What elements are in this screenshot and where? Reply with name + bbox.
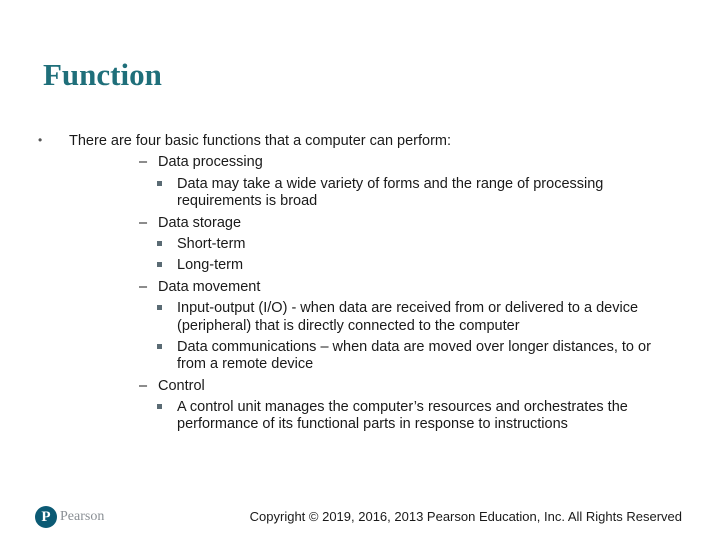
sub-point-label: Data storage — [158, 214, 242, 231]
slide-content — [0, 133, 720, 438]
copyright-text: Copyright © 2019, 2016, 2013 Pearson Education, Inc. All Rights Reserved — [249, 509, 682, 524]
slide-title: Function — [43, 57, 162, 92]
pearson-logo-icon: P — [35, 506, 57, 528]
sub-point-label: Data processing — [158, 154, 263, 171]
square-bullet-icon — [157, 262, 162, 267]
square-bullet-icon — [157, 404, 162, 409]
sub-point-data-movement — [69, 279, 720, 296]
detail-text: Short-term — [177, 235, 246, 252]
pearson-logo-text: Pearson — [60, 509, 105, 524]
dash-icon: – — [139, 278, 148, 295]
pearson-logo — [35, 505, 104, 529]
sub-point-label: Data movement — [158, 278, 261, 295]
detail-item — [69, 176, 720, 211]
detail-item — [69, 257, 720, 274]
square-bullet-icon — [157, 305, 162, 310]
dash-icon: – — [139, 154, 148, 171]
detail-text: Input-output (I/O) - when data are received from or delivered to a device (peripheral) that is directly connected to the computer — [177, 300, 639, 334]
detail-text: A control unit manages the computer’s resources and orchestrates the performance of its functional parts in response to instructions — [177, 399, 628, 433]
main-bullet — [0, 133, 720, 434]
sub-point-data-storage — [69, 215, 720, 232]
detail-text: Long-term — [177, 257, 244, 274]
square-bullet-icon — [157, 344, 162, 349]
main-point-text: There are four basic functions that a computer can perform: — [69, 133, 452, 149]
dash-icon: – — [139, 377, 148, 394]
sub-point-control — [69, 378, 720, 395]
square-bullet-icon — [157, 241, 162, 246]
detail-item — [69, 236, 720, 253]
sub-point-label: Control — [158, 377, 205, 394]
dash-icon: – — [139, 214, 148, 231]
detail-item — [69, 339, 720, 374]
bullet-icon: • — [38, 133, 43, 147]
detail-item — [69, 300, 720, 335]
detail-text: Data may take a wide variety of forms and the range of processing requirements is broad — [177, 175, 604, 210]
sub-point-data-processing — [69, 154, 720, 171]
square-bullet-icon — [157, 181, 162, 186]
detail-item — [69, 399, 720, 434]
detail-text: Data communications – when data are moved over longer distances, to or from a remote device — [177, 338, 651, 373]
